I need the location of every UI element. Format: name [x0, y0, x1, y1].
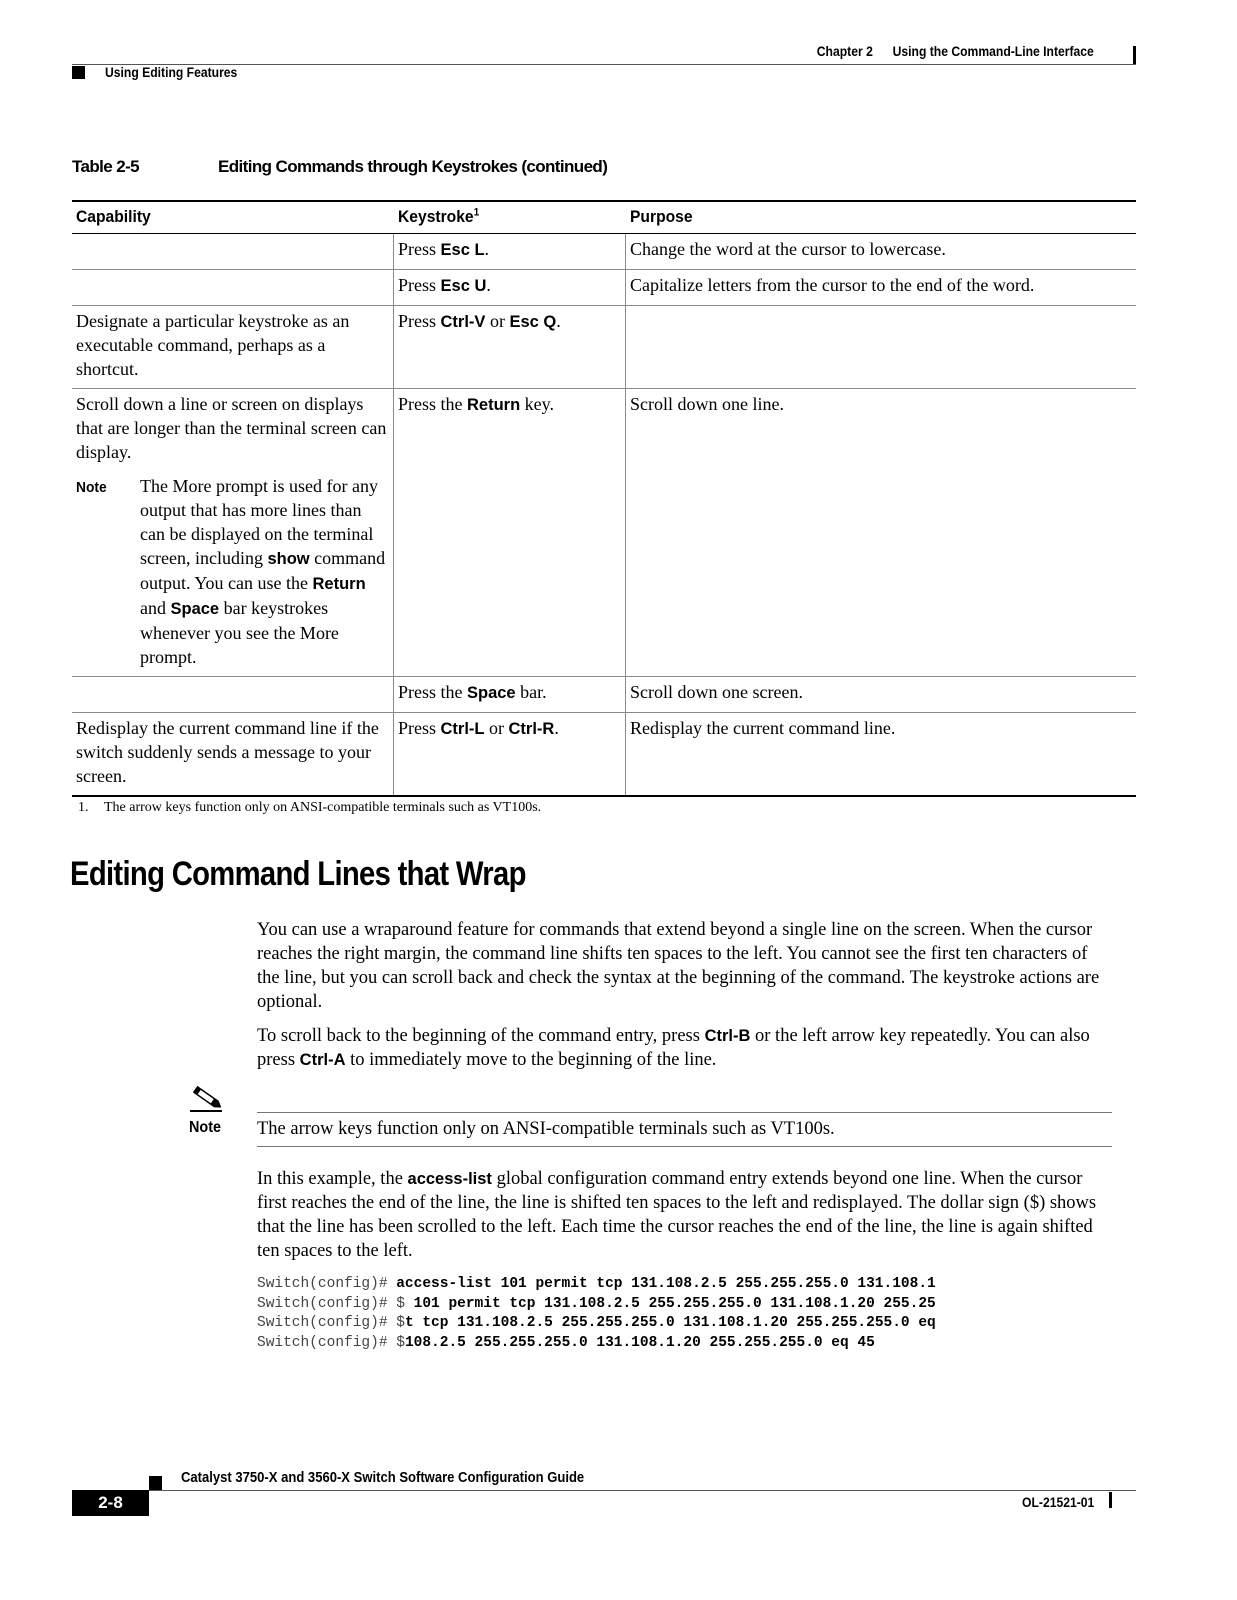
key-name: Ctrl-A [299, 1051, 346, 1069]
purpose-cell: Redisplay the current command line. [626, 713, 1137, 797]
paragraph: To scroll back to the beginning of the command entry, press Ctrl-B or the left arrow key repeatedly. You can also press Ctrl-A to immediately move to the beginning of the line. [257, 1026, 1090, 1070]
table-row [72, 677, 1136, 713]
note-label: Note [76, 479, 107, 496]
key-name: Esc L [440, 241, 485, 259]
note-text: The More prompt is used for any output that has more lines than can be displayed on the terminal screen, including show command output. You can use the Return and Space bar keystrokes whenever you see the More prompt. [140, 476, 386, 667]
keystroke-cell: Press the Space bar. [394, 677, 626, 713]
command-name: access-list [407, 1170, 492, 1188]
document-number: OL-21521-01 [1021, 1495, 1094, 1510]
table-number: Table 2-5 [72, 157, 140, 176]
capability-cell [72, 234, 394, 270]
key-name: Return [467, 396, 521, 414]
keystroke-cell: Press Esc U. [394, 270, 626, 306]
keystroke-cell: Press the Return key. [394, 389, 626, 677]
purpose-cell [626, 306, 1137, 389]
purpose-cell: Scroll down one screen. [626, 677, 1137, 713]
key-name: Esc U [440, 277, 487, 295]
header-square-marker [72, 66, 85, 79]
cell-note [76, 474, 389, 669]
note-text: The arrow keys function only on ANSI-compatible terminals such as VT100s. [257, 1119, 835, 1139]
capability-cell: Designate a particular keystroke as an executable command, perhaps as a shortcut. [72, 306, 394, 389]
paragraph: You can use a wraparound feature for commands that extend beyond a single line on the screen. When the cursor reaches the right margin, the command line shifts ten spaces to the left. You cannot see the first ten characters of the line, but you can scroll back and check the syntax at the beginning of the command. The keystroke actions are optional. [257, 920, 1100, 1012]
footnote-ref: 1 [473, 206, 479, 219]
note-rule [257, 1112, 1112, 1113]
key-name: Ctrl-B [704, 1027, 751, 1045]
code-line: Switch(config)# $108.2.5 255.255.255.0 131.108.1.20 255.255.255.0 eq 45 [257, 1334, 875, 1351]
capability-cell: Scroll down a line or screen on displays that are longer than the terminal screen can display. Note The More prompt is used for any output that has more lines than can be displayed on the terminal screen, including show command output. You can use the Return and Space bar keystrokes whenever you see the More prompt. [72, 389, 394, 677]
keystroke-cell: Press Ctrl-L or Ctrl-R. [394, 713, 626, 797]
table-row [72, 306, 1136, 389]
code-example [257, 1275, 936, 1353]
note-rule [257, 1146, 1112, 1147]
capability-cell [72, 677, 394, 713]
table-row [72, 270, 1136, 306]
purpose-cell: Scroll down one line. [626, 389, 1137, 677]
purpose-cell: Change the word at the cursor to lowercase. [626, 234, 1137, 270]
footer-book-title: Catalyst 3750-X and 3560-X Switch Software Configuration Guide [181, 1470, 585, 1486]
note-label: Note [189, 1119, 222, 1136]
table-row [72, 713, 1136, 797]
column-header-purpose: Purpose [626, 201, 1137, 234]
capability-cell [72, 270, 394, 306]
footer-bar [1109, 1492, 1112, 1508]
keystroke-cell: Press Esc L. [394, 234, 626, 270]
table-header-row [72, 201, 1136, 234]
running-header-section: Using Editing Features [105, 65, 238, 80]
purpose-cell: Capitalize letters from the cursor to the end of the word. [626, 270, 1137, 306]
column-header-capability: Capability [72, 201, 394, 234]
table-title: Editing Commands through Keystrokes (continued) [218, 157, 608, 176]
chapter-title: Using the Command-Line Interface [892, 44, 1094, 59]
table-row [72, 234, 1136, 270]
header-bar [1133, 46, 1136, 65]
table-row [72, 389, 1136, 677]
running-header-chapter [817, 44, 1094, 59]
key-name: Ctrl-V [440, 313, 486, 331]
keystroke-cell: Press Ctrl-V or Esc Q. [394, 306, 626, 389]
capability-cell: Redisplay the current command line if the switch suddenly sends a message to your screen. [72, 713, 394, 797]
key-name: Esc Q [509, 313, 557, 331]
code-line: Switch(config)# access-list 101 permit tcp 131.108.2.5 255.255.255.0 131.108.1 [257, 1276, 936, 1292]
footer-rule [72, 1490, 1136, 1491]
key-name: Ctrl-L [440, 720, 485, 738]
table-footnote: 1. The arrow keys function only on ANSI-compatible terminals such as VT100s. [78, 800, 542, 815]
key-name: Ctrl-R [508, 720, 555, 738]
code-line: Switch(config)# $ 101 permit tcp 131.108.2.5 255.255.255.0 131.108.1.20 255.25 [257, 1295, 936, 1312]
section-heading: Editing Command Lines that Wrap [70, 855, 526, 893]
key-name: Space [467, 684, 516, 702]
pencil-note-icon [188, 1084, 224, 1114]
keystroke-table [72, 200, 1136, 797]
paragraph: In this example, the access-list global configuration command entry extends beyond one line. When the cursor first reaches the end of the line, the line is shifted ten spaces to the left and redisplayed. The dollar sign ($) shows that the line has been scrolled to the left. Each time the cursor reaches the end of the line, the line is again shifted ten spaces to the left. [257, 1169, 1097, 1261]
page-number: 2-8 [72, 1490, 149, 1516]
footer-square-marker [149, 1476, 162, 1490]
code-line: Switch(config)# $t tcp 131.108.2.5 255.255.255.0 131.108.1.20 255.255.255.0 eq [257, 1315, 936, 1331]
column-header-keystroke: Keystroke$^1$ [394, 201, 626, 234]
chapter-number: Chapter 2 [816, 44, 874, 59]
